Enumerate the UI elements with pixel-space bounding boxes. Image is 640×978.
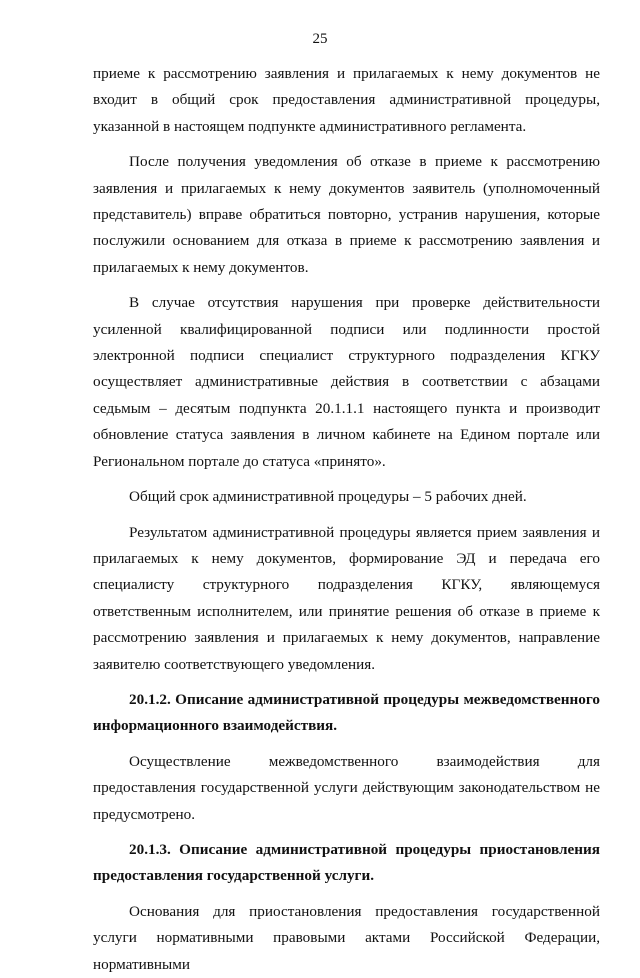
paragraph-signature-check: В случае отсутствия нарушения при проверке действительности усиленной квалифицированной подписи или подлинности простой электронной подписи специалист структурного подразделения КГКУ осуществляет административные действия в соответствии с абзацами седьмым – десятым подпункта 20.1.1.1 настоящего пункта и производит обновление статуса заявления в личном кабинете на Едином портале или Региональном портале до статуса «принято».: [93, 294, 600, 470]
paragraph-refusal-resubmission: После получения уведомления об отказе в приеме к рассмотрению заявления и прилагаемых к нему документов заявитель (уполномоченный представитель) вправе обратиться повторно, устранив нарушения, которые послужили основанием для отказа в приеме к рассмотрению заявления и прилагаемых к нему документов.: [93, 153, 600, 276]
paragraph-suspension-grounds: Основания для приостановления предоставления государственной услуги нормативными правовыми актами Российской Федерации, нормативными: [93, 902, 600, 973]
section-heading-20-1-3: 20.1.3. Описание административной процедуры приостановления предоставления государственной услуги.: [93, 840, 600, 885]
paragraph-result: Результатом административной процедуры является прием заявления и прилагаемых к нему документов, формирование ЭД и передача его специалисту структурного подразделения КГКУ, являющемуся ответственным исполнителем, или принятие решения об отказе в приеме к рассмотрению заявления и прилагаемых к нему документов, направление заявителю соответствующего уведомления.: [93, 523, 600, 673]
document-body: [93, 61, 600, 978]
paragraph-continuation: приеме к рассмотрению заявления и прилагаемых к нему документов не входит в общий срок предоставления административной процедуры, указанной в настоящем подпункте административного регламента.: [93, 65, 600, 135]
paragraph-interagency: Осуществление межведомственного взаимодействия для предоставления государственной услуги действующим законодательством не предусмотрено.: [93, 752, 600, 823]
page-number: 25: [312, 31, 328, 47]
section-heading-20-1-2: 20.1.2. Описание административной процедуры межведомственного информационного взаимодействия.: [93, 690, 600, 735]
paragraph-total-term: Общий срок административной процедуры – 5 рабочих дней.: [129, 488, 527, 506]
